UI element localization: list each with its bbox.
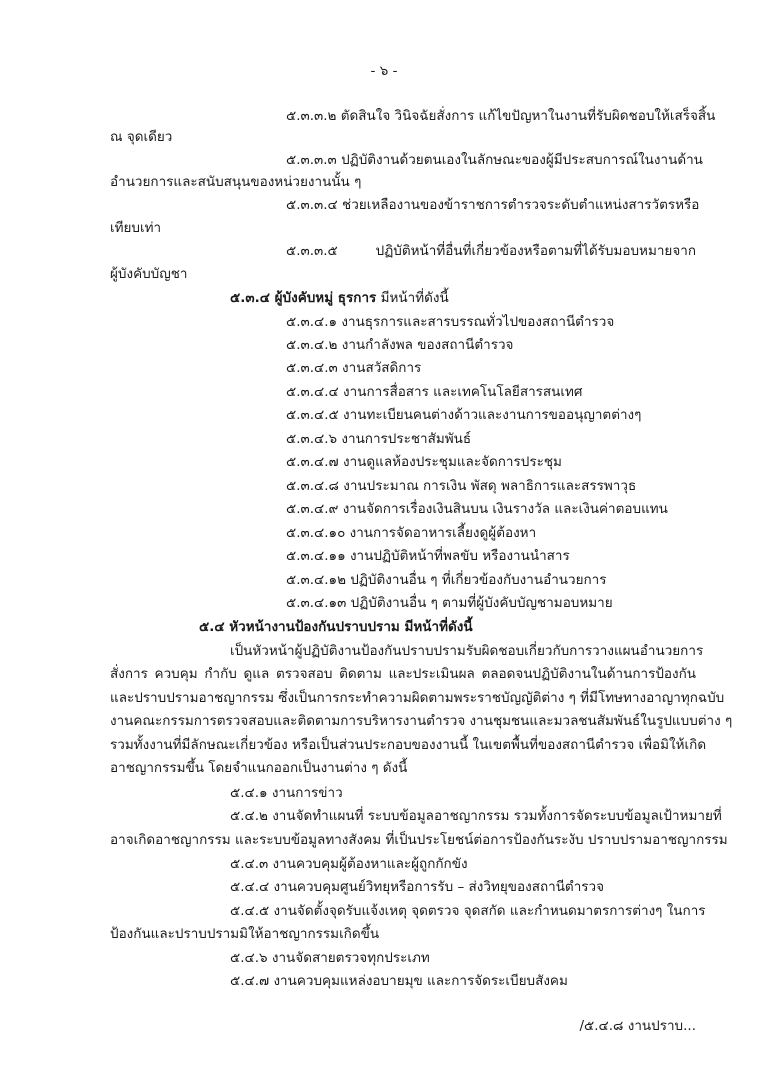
list-item: ๕.๔.๔ งานควบคุมศูนย์วิทยุหรือการรับ – ส่งวิทยุของสถานีตำรวจ xyxy=(230,879,605,895)
list-item: ๕.๓.๔.๒ งานกำลังพล ของสถานีตำรวจ xyxy=(286,337,514,353)
paragraph-line: อาจเกิดอาชญากรรม และระบบข้อมูลทางสังคม ที่เป็นประโยชน์ต่อการป้องกันระงับ ปราบปรามอาชญากรรม xyxy=(110,832,728,848)
list-item: ๕.๓.๔.๑๓ ปฏิบัติงานอื่น ๆ ตามที่ผู้บังคับบัญชามอบหมาย xyxy=(286,595,613,611)
list-item: ๕.๓.๔.๘ งานประมาณ การเงิน พัสดุ พลาธิการและสรรพาวุธ xyxy=(286,478,637,494)
paragraph-line: งานคณะกรรมการตรวจสอบและติดตามการบริหารงานตำรวจ งานชุมชนและมวลชนสัมพันธ์ในรูปแบบต่าง ๆ xyxy=(110,713,733,729)
section-heading-5-3-4 xyxy=(230,289,449,307)
paragraph-line: ๕.๔.๒ งานจัดทำแผนที่ ระบบข้อมูลอาชญากรรม รวมทั้งการจัดระบบข้อมูลเป้าหมายที่ xyxy=(230,808,722,824)
heading-bold-part: ๕.๓.๔ ผู้บังคับหมู่ ธุรการ xyxy=(230,290,377,306)
list-item: ๕.๓.๔.๓ งานสวัสดิการ xyxy=(286,360,422,376)
list-item: ๕.๔.๑ งานการข่าว xyxy=(230,785,343,801)
paragraph-line: อาชญากรรมขึ้น โดยจำแนกออกเป็นงานต่าง ๆ ดังนี้ xyxy=(110,760,408,776)
paragraph-line: เทียบเท่า xyxy=(110,220,162,236)
list-item: ๕.๓.๔.๑๒ ปฏิบัติงานอื่น ๆ ที่เกี่ยวข้องกับงานอำนวยการ xyxy=(286,572,607,588)
list-item: ๕.๔.๖ งานจัดสายตรวจทุกประเภท xyxy=(230,950,430,966)
list-item: ๕.๔.๓ งานควบคุมผู้ต้องหาและผู้ถูกกักขัง xyxy=(230,856,468,872)
list-item: ๕.๔.๗ งานควบคุมแหล่งอบายมุข และการจัดระเบียบสังคม xyxy=(230,973,568,989)
paragraph-line: ๕.๓.๓.๓ ปฏิบัติงานด้วยตนเองในลักษณะของผู้มีประสบการณ์ในงานด้าน xyxy=(286,152,703,168)
paragraph-line: และปราบปรามอาชญากรรม ซึ่งเป็นการกระทำความผิดตามพระราชบัญญัติต่าง ๆ ที่มีโทษทางอาญาทุกฉบับ xyxy=(110,690,725,706)
paragraph-line: ๕.๓.๓.๒ ตัดสินใจ วินิจฉัยสั่งการ แก้ไขปัญหาในงานที่รับผิดชอบให้เสร็จสิ้น xyxy=(286,108,716,124)
list-item: ๕.๓.๔.๑ งานธุรการและสารบรรณทั่วไปของสถานีตำรวจ xyxy=(286,314,615,330)
paragraph-line: รวมทั้งงานที่มีลักษณะเกี่ยวข้อง หรือเป็นส่วนประกอบของงานนี้ ในเขตพื้นที่ของสถานีตำรวจ เพื่อมิให้เกิด xyxy=(110,737,707,753)
paragraph-line: ๕.๓.๓.๔ ช่วยเหลืองานของข้าราชการตำรวจระดับตำแหน่งสารวัตรหรือ xyxy=(286,197,700,213)
paragraph-line: ๕.๔.๕ งานจัดตั้งจุดรับแจ้งเหตุ จุดตรวจ จุดสกัด และกำหนดมาตรการต่างๆ ในการ xyxy=(230,903,706,919)
paragraph-line: เป็นหัวหน้าผู้ปฏิบัติงานป้องกันปราบปรามรับผิดชอบเกี่ยวกับการวางแผนอำนวยการ xyxy=(230,643,704,659)
paragraph-line: สั่งการ ควบคุม กำกับ ดูแล ตรวจสอบ ติดตาม และประเมินผล ตลอดจนปฏิบัติงานในด้านการป้องกัน xyxy=(110,666,696,682)
continuation-marker: /๕.๔.๘ งานปราบ... xyxy=(579,1018,696,1034)
list-item: ๕.๓.๔.๑๑ งานปฏิบัติหน้าที่พลขับ หรืองานนำสาร xyxy=(286,548,570,564)
paragraph-line: อำนวยการและสนับสนุนของหน่วยงานนั้น ๆ xyxy=(110,174,362,190)
list-item: ๕.๓.๔.๕ งานทะเบียนคนต่างด้าวและงานการขออนุญาตต่างๆ xyxy=(286,407,642,423)
list-item: ๕.๓.๔.๙ งานจัดการเรื่องเงินสินบน เงินรางวัล และเงินค่าตอบแทน xyxy=(286,501,668,517)
list-item: ๕.๓.๔.๔ งานการสื่อสาร และเทคโนโลยีสารสนเทศ xyxy=(286,384,583,400)
paragraph-line: ณ จุดเดียว xyxy=(110,129,173,145)
paragraph-line: ๕.๓.๓.๕ ปฏิบัติหน้าที่อื่นที่เกี่ยวข้องหรือตามที่ได้รับมอบหมายจาก xyxy=(286,243,696,259)
list-item: ๕.๓.๔.๗ งานดูแลห้องประชุมและจัดการประชุม xyxy=(286,454,562,470)
paragraph-line: ป้องกันและปราบปรามมิให้อาชญากรรมเกิดขึ้น xyxy=(110,926,380,942)
paragraph-line: ผู้บังคับบัญชา xyxy=(110,266,188,282)
heading-normal-part: มีหน้าที่ดังนี้ xyxy=(376,290,449,306)
list-item: ๕.๓.๔.๑๐ งานการจัดอาหารเลี้ยงดูผู้ต้องหา xyxy=(286,525,537,541)
page-number: - ๖ - xyxy=(370,63,398,79)
section-heading-5-4: ๕.๔ หัวหน้างานป้องกันปราบปราม มีหน้าที่ดังนี้ xyxy=(199,619,473,635)
list-item: ๕.๓.๔.๖ งานการประชาสัมพันธ์ xyxy=(286,431,472,447)
